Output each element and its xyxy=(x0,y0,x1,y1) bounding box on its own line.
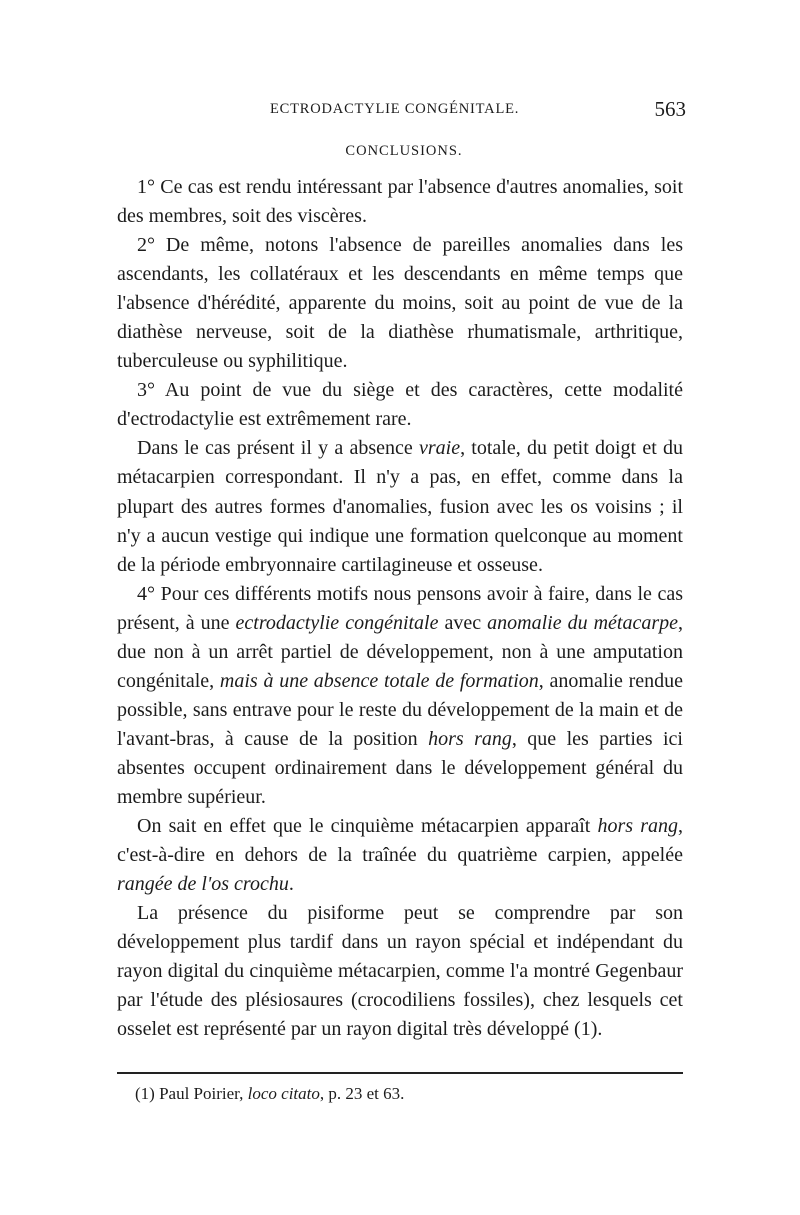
paragraph-5-text-e: , due non à un arrêt partiel de développement, non à une amputation congénitale, xyxy=(117,611,683,692)
running-title: ECTRODACTYLIE CONGÉNITALE. xyxy=(270,101,520,117)
footnote xyxy=(135,1082,683,1106)
paragraph-4-text-c: , totale, du petit doigt et du métacarpien correspondant. Il n'y a pas, en effet, comme dans la plupart des autres formes d'anomalies, fusion avec les os voisins ; il n'y a aucun vestige qui indique une formation quelconque au moment de la période embryonnaire cartilagineuse et osseuse. xyxy=(117,437,683,576)
paragraph-3: 3° Au point de vue du siège et des caractères, cette modalité d'ectrodactylie est extrêmement rare. xyxy=(117,379,683,431)
paragraph-4 xyxy=(117,434,683,579)
footnote-text-c: , p. 23 et 63. xyxy=(319,1084,405,1103)
paragraph-5-italic-anomalie: anomalie du métacarpe xyxy=(487,611,678,634)
body-text xyxy=(117,173,683,1044)
paragraph-6-italic-rangee: rangée de l'os crochu xyxy=(117,873,289,896)
paragraph-4-text-a: Dans le cas présent il y a absence xyxy=(137,437,419,460)
footnote-text-a: (1) Paul Poirier, xyxy=(135,1084,248,1103)
paragraph-6-text-a: On sait en effet que le cinquième métacarpien apparaît xyxy=(137,815,598,838)
page-number: 563 xyxy=(654,97,686,121)
paragraph-5 xyxy=(117,580,683,812)
paragraph-5-text-g: , anomalie rendue possible, sans entrave pour le reste du développement de la main et de l'avant-bras, à cause de la position xyxy=(117,669,683,750)
paragraph-6-text-c: , c'est-à-dire en dehors de la traînée du quatrième carpien, appelée xyxy=(117,815,684,867)
footnote-italic: loco citato xyxy=(247,1084,320,1103)
paragraph-5-italic-absence: mais à une absence totale de formation xyxy=(219,669,539,692)
paragraph-1: 1° Ce cas est rendu intéressant par l'absence d'autres anomalies, soit des membres, soit des viscères. xyxy=(117,176,683,228)
section-title: CONCLUSIONS. xyxy=(345,143,463,159)
running-head xyxy=(100,97,688,127)
paragraph-4-italic-vraie: vraie xyxy=(418,437,461,460)
paragraph-5-italic-ectrodactylie: ectrodactylie congénitale xyxy=(235,611,439,634)
paragraph-2: 2° De même, notons l'absence de pareilles anomalies dans les ascendants, les collatéraux et les descendants en même temps que l'absence d'hérédité, apparente du moins, soit au point de vue de la diathèse nerveuse, soit de la diathèse rhumatismale, arthritique, tuberculeuse ou syphilitique. xyxy=(117,234,683,373)
paragraph-6-text-e: . xyxy=(288,873,294,896)
paragraph-7: La présence du pisiforme peut se comprendre par son développement plus tardif dans un rayon spécial et indépendant du rayon digital du cinquième métacarpien, comme l'a montré Gegenbaur par l'étude des plésiosaures (crocodiliens fossiles), chez lesquels cet osselet est représenté par un rayon digital très développé (1). xyxy=(117,902,683,1041)
paragraph-6-italic-hors-rang: hors rang xyxy=(597,815,679,838)
paragraph-6 xyxy=(117,812,683,899)
paragraph-5-italic-hors-rang: hors rang xyxy=(428,727,512,750)
paragraph-5-text-c: avec xyxy=(438,611,488,634)
footnote-divider xyxy=(117,1072,683,1074)
paragraph-5-text-a: 4° Pour ces différents motifs nous pensons avoir à faire, dans le cas présent, à une xyxy=(117,582,683,634)
paragraph-5-text-i: , que les parties ici absentes occupent ordinairement dans le développement général du membre supérieur. xyxy=(117,727,683,808)
